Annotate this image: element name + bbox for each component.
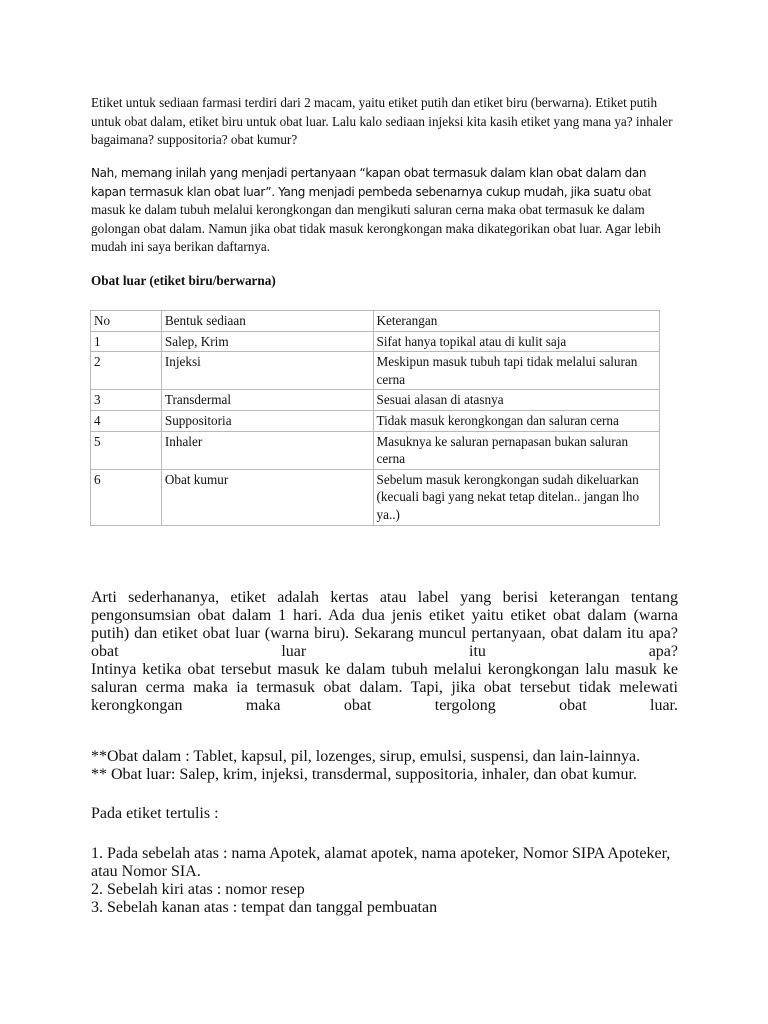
table-row: [91, 410, 660, 431]
cell-keterangan: Sebelum masuk kerongkongan sudah dikeluarkan (kecuali bagi yang nekat tetap ditelan.. jangan lho ya..): [373, 469, 659, 525]
intro-paragraph-2: [91, 164, 681, 257]
cell-bentuk: Suppositoria: [161, 410, 373, 431]
table-row: [91, 431, 660, 469]
cell-keterangan: Sesuai alasan di atasnya: [373, 390, 659, 411]
intro-paragraph-2-part-b: obat masuk ke dalam tubuh melalui kerongkongan dan mengikuti saluran cerna maka obat termasuk ke dalam golongan obat dalam. Namun jika obat tidak masuk kerongkongan maka dikategorikan obat luar. Agar lebih mudah ini saya berikan daftarnya.: [91, 183, 661, 254]
cell-bentuk: Inhaler: [161, 431, 373, 469]
list-item: 1. Pada sebelah atas : nama Apotek, alamat apotek, nama apoteker, Nomor SIPA Apoteker, atau Nomor SIA.: [91, 845, 671, 880]
cell-no: 3: [91, 390, 162, 411]
obat-luar-line: ** Obat luar: Salep, krim, injeksi, transdermal, suppositoria, inhaler, dan obat kumur.: [91, 766, 637, 783]
table-row: [91, 352, 660, 390]
body-paragraph-2: Intinya ketika obat tersebut masuk ke dalam tubuh melalui kerongkongan lalu masuk ke saluran cerma maka ia termasuk obat dalam. Tapi, jika obat tersebut tidak melewati kerongkongan maka obat tergolong obat luar.: [91, 661, 678, 714]
cell-no: 1: [91, 331, 162, 352]
list-item: 3. Sebelah kanan atas : tempat dan tanggal pembuatan: [91, 899, 438, 916]
cell-no: 2: [91, 352, 162, 390]
cell-keterangan: Tidak masuk kerongkongan dan saluran cerna: [373, 410, 659, 431]
cell-bentuk: Obat kumur: [161, 469, 373, 525]
body-paragraph-1: Arti sederhananya, etiket adalah kertas atau label yang berisi keterangan tentang pengonsumsian obat dalam 1 hari. Ada dua jenis etiket yaitu etiket obat dalam (warna putih) dan etiket obat luar (warna biru). Sekarang muncul pertanyaan, obat dalam itu apa? obat luar itu apa?: [91, 589, 678, 660]
list-item: 2. Sebelah kiri atas : nomor resep: [91, 881, 305, 898]
table-row: [91, 331, 660, 352]
header-keterangan: Keterangan: [373, 311, 659, 332]
cell-no: 4: [91, 410, 162, 431]
cell-bentuk: Salep, Krim: [161, 331, 373, 352]
table-heading: Obat luar (etiket biru/berwarna): [91, 273, 276, 288]
table-row: [91, 469, 660, 525]
table-header-row: [91, 311, 660, 332]
cell-keterangan: Masuknya ke saluran pernapasan bukan saluran cerna: [373, 431, 659, 469]
header-bentuk-sediaan: Bentuk sediaan: [161, 311, 373, 332]
cell-no: 5: [91, 431, 162, 469]
etiket-items-list: [91, 845, 678, 917]
cell-keterangan: Sifat hanya topikal atau di kulit saja: [373, 331, 659, 352]
body-paragraph-block: [91, 589, 678, 715]
cell-no: 6: [91, 469, 162, 525]
cell-bentuk: Injeksi: [161, 352, 373, 390]
obat-list-block: [91, 748, 678, 784]
cell-bentuk: Transdermal: [161, 390, 373, 411]
cell-keterangan: Meskipun masuk tubuh tapi tidak melalui saluran cerna: [373, 352, 659, 390]
pada-etiket-label: Pada etiket tertulis :: [91, 805, 219, 822]
obat-dalam-line: **Obat dalam : Tablet, kapsul, pil, lozenges, sirup, emulsi, suspensi, dan lain-lainnya.: [91, 748, 641, 765]
intro-paragraph-2-part-a: Nah, memang inilah yang menjadi pertanyaan “kapan obat termasuk dalam klan obat dalam dan kapan termasuk klan obat luar”. Yang menjadi pembeda sebenarnya cukup mudah, jika suatu: [91, 166, 647, 199]
header-no: No: [91, 311, 162, 332]
obat-luar-table: [90, 310, 660, 526]
intro-paragraph-1: Etiket untuk sediaan farmasi terdiri dari 2 macam, yaitu etiket putih dan etiket biru (berwarna). Etiket putih untuk obat dalam, etiket biru untuk obat luar. Lalu kalo sediaan injeksi kita kasih etiket yang mana ya? inhaler bagaimana? suppositoria? obat kumur?: [91, 95, 673, 147]
table-row: [91, 390, 660, 411]
